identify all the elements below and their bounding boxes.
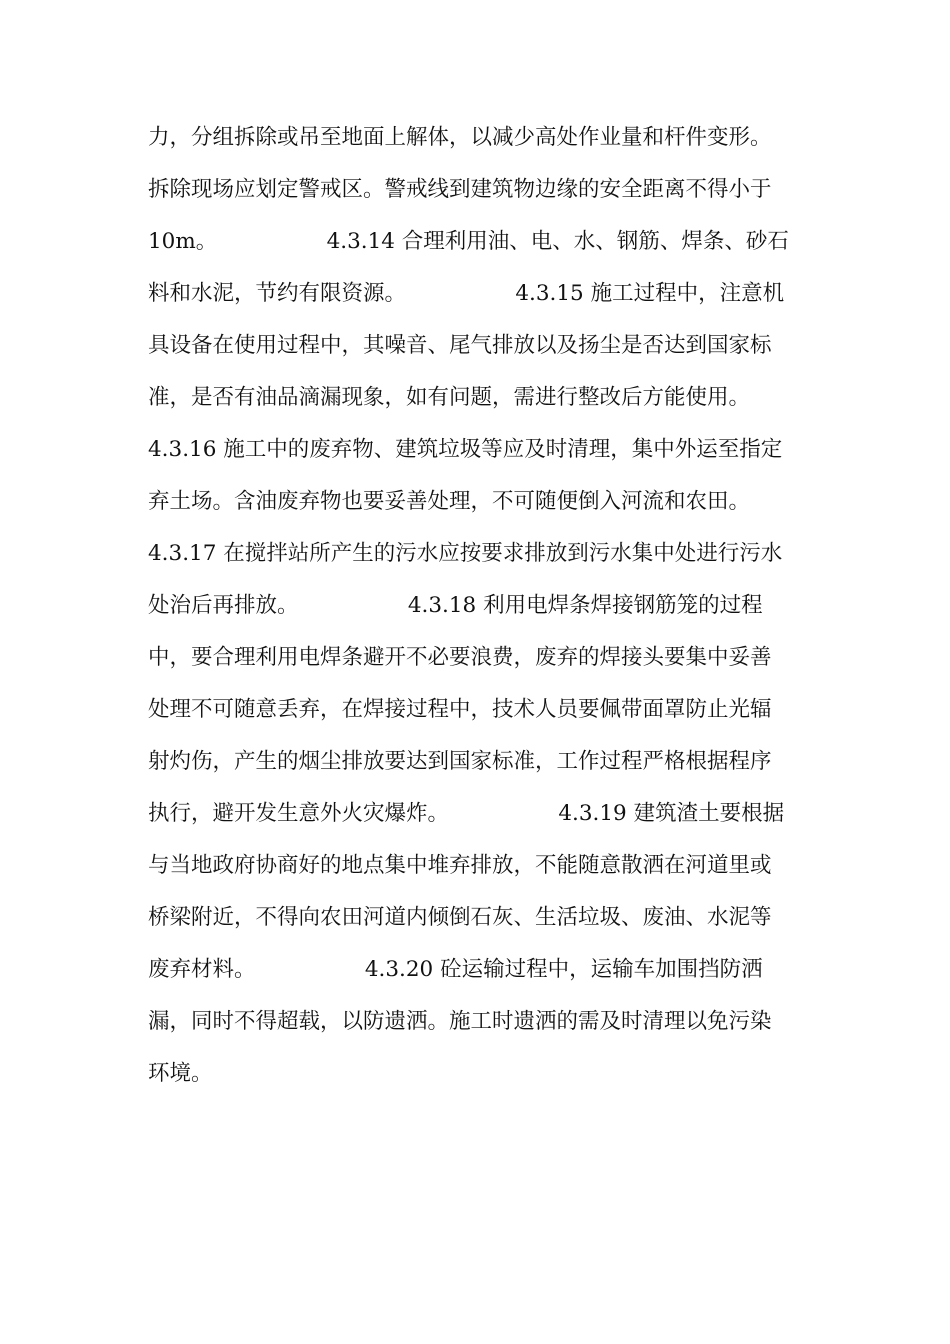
text-line: 4.3.17 在搅拌站所产生的污水应按要求排放到污水集中处进行污水	[148, 541, 783, 566]
text-line: 射灼伤，产生的烟尘排放要达到国家标准，工作过程严格根据程序	[148, 749, 772, 774]
text-line: 力，分组拆除或吊至地面上解体，以减少高处作业量和杆件变形。	[148, 125, 772, 150]
text-line: 料和水泥，节约有限资源。 4.3.15 施工过程中，注意机	[148, 281, 785, 306]
text-line: 弃土场。含油废弃物也要妥善处理，不可随便倒入河流和农田。	[148, 489, 751, 514]
text-line: 漏，同时不得超载，以防遗洒。施工时遗洒的需及时清理以免污染	[148, 1009, 772, 1034]
text-line: 环境。	[148, 1061, 213, 1086]
text-line: 准，是否有油品滴漏现象，如有问题，需进行整改后方能使用。	[148, 385, 751, 410]
text-line: 与当地政府协商好的地点集中堆弃排放，不能随意散洒在河道里或	[148, 853, 772, 878]
text-line: 4.3.16 施工中的废弃物、建筑垃圾等应及时清理，集中外运至指定	[148, 437, 783, 462]
text-line: 桥梁附近，不得向农田河道内倾倒石灰、生活垃圾、废油、水泥等	[148, 905, 772, 930]
text-line: 处治后再排放。 4.3.18 利用电焊条焊接钢筋笼的过程	[148, 593, 763, 618]
text-line: 执行，避开发生意外火灾爆炸。 4.3.19 建筑渣土要根据	[148, 801, 785, 826]
body-text	[148, 112, 808, 1100]
text-line: 废弃材料。 4.3.20 砼运输过程中，运输车加围挡防洒	[148, 957, 763, 982]
text-line: 中，要合理利用电焊条避开不必要浪费，废弃的焊接头要集中妥善	[148, 645, 772, 670]
text-line: 处理不可随意丢弃，在焊接过程中，技术人员要佩带面罩防止光辐	[148, 697, 772, 722]
text-line: 具设备在使用过程中，其噪音、尾气排放以及扬尘是否达到国家标	[148, 333, 772, 358]
text-line: 10m。 4.3.14 合理利用油、电、水、钢筋、焊条、砂石	[148, 229, 789, 254]
text-line: 拆除现场应划定警戒区。警戒线到建筑物边缘的安全距离不得小于	[148, 177, 772, 202]
